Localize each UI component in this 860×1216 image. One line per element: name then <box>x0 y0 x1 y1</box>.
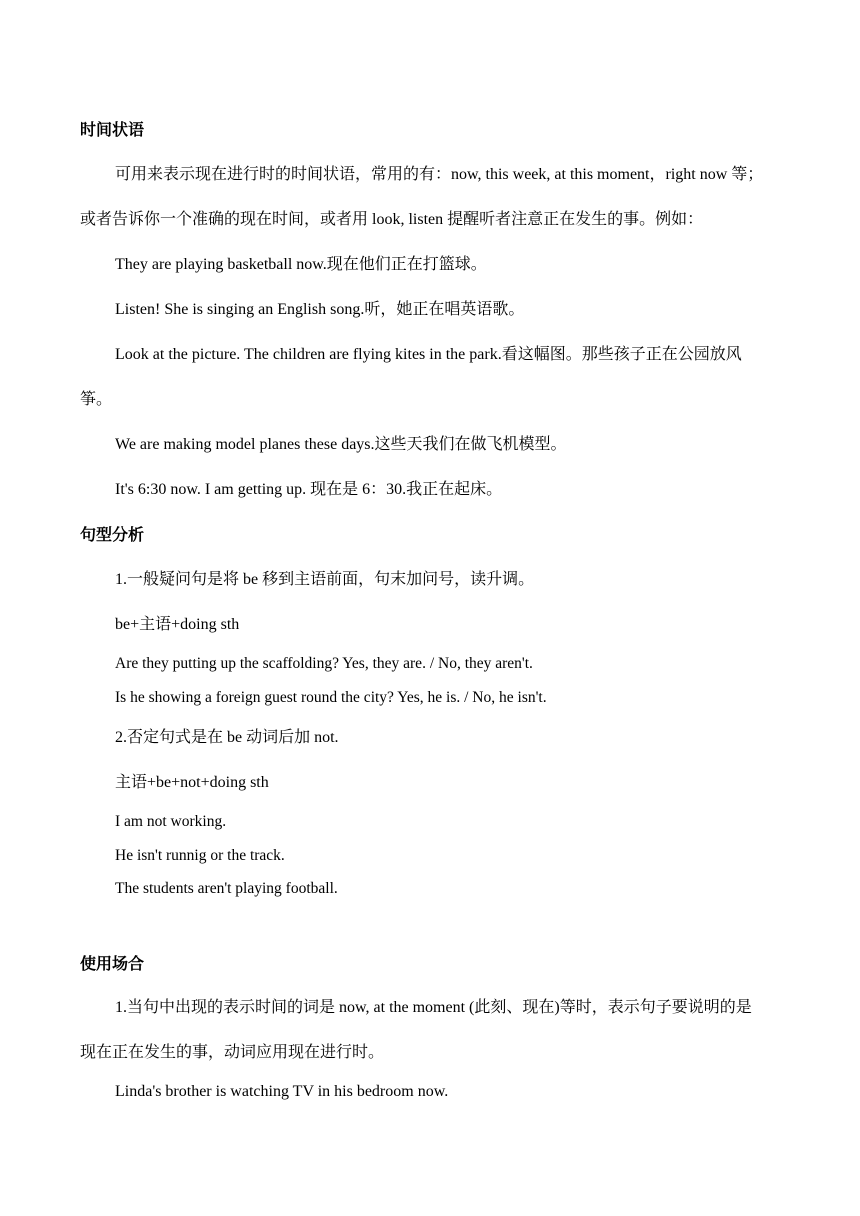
example-sentence: Are they putting up the scaffolding? Yes, they are. / No, they aren't. <box>115 655 533 672</box>
formula-text: 主语+be+not+doing sth <box>115 774 269 791</box>
example-sentence: We are making model planes these days.这些天我们在做飞机模型。 <box>115 436 567 453</box>
example-sentence: Look at the picture. The children are flying kites in the park.看这幅图。那些孩子正在公园放风 <box>115 346 742 363</box>
section-heading-sentence-patterns: 句型分析 <box>80 525 145 544</box>
example-sentence: They are playing basketball now.现在他们正在打篮球。 <box>115 256 487 273</box>
example-sentence: I am not working. <box>115 813 227 830</box>
formula-text: be+主语+doing sth <box>115 616 240 633</box>
rule-text-continued: 现在正在发生的事，动词应用现在进行时。 <box>80 1044 385 1061</box>
rule-text: 2.否定句式是在 be 动词后加 not. <box>115 729 339 746</box>
section-heading-time-adverbials: 时间状语 <box>80 120 145 139</box>
intro-text-continued: 或者告诉你一个准确的现在时间，或者用 look, listen 提醒听者注意正在发生的事。例如： <box>80 211 704 228</box>
example-sentence-continued: 筝。 <box>80 391 113 408</box>
example-sentence: Listen! She is singing an English song.听，她正在唱英语歌。 <box>115 301 525 318</box>
example-sentence: Linda's brother is watching TV in his bedroom now. <box>115 1083 449 1100</box>
rule-text: 1.当句中出现的表示时间的词是 now, at the moment (此刻、现在)等时，表示句子要说明的是 <box>115 999 752 1016</box>
rule-text: 1.一般疑问句是将 be 移到主语前面，句末加问号，读升调。 <box>115 571 535 588</box>
example-sentence: Is he showing a foreign guest round the city? Yes, he is. / No, he isn't. <box>115 689 547 706</box>
example-sentence: It's 6:30 now. I am getting up. 现在是 6：30.我正在起床。 <box>115 481 503 498</box>
intro-text: 可用来表示现在进行时的时间状语，常用的有：now, this week, at this moment，right now 等； <box>115 166 764 183</box>
example-sentence: The students aren't playing football. <box>115 880 338 897</box>
example-sentence: He isn't runnig or the track. <box>115 847 285 864</box>
section-heading-usage: 使用场合 <box>80 954 145 973</box>
